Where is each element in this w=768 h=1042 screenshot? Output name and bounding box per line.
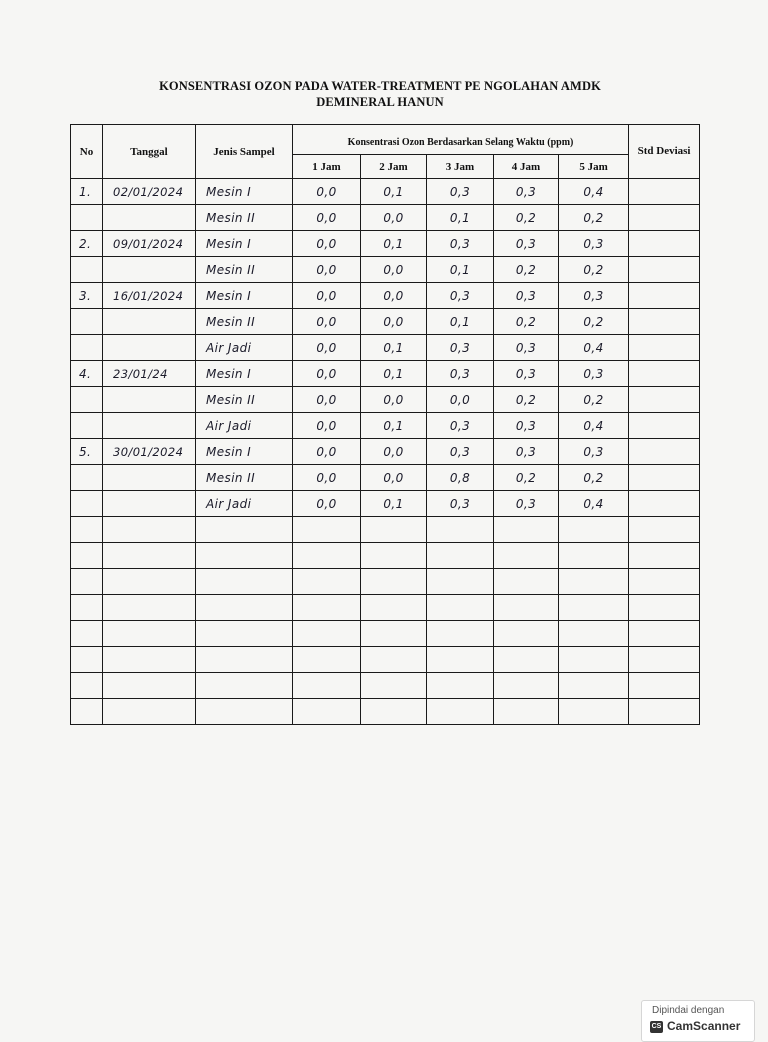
concentration-hour-1-cell: 0,0: [293, 387, 361, 413]
concentration-hour-1-cell: [293, 621, 361, 647]
concentration-hour-2-cell: 0,0: [361, 309, 427, 335]
header-hour-1: 1 Jam: [293, 155, 361, 179]
camscanner-logo-icon: CS: [650, 1021, 663, 1033]
row-number-cell: [71, 309, 103, 335]
concentration-hour-4-cell: 0,2: [494, 309, 559, 335]
concentration-hour-5-cell: 0,2: [559, 387, 629, 413]
table-row: [71, 439, 700, 465]
date-cell: [103, 387, 196, 413]
std-deviation-cell: [629, 179, 700, 205]
concentration-hour-1-cell: 0,0: [293, 179, 361, 205]
concentration-hour-3-cell: [427, 647, 494, 673]
concentration-hour-1-cell: 0,0: [293, 413, 361, 439]
table-row: [71, 283, 700, 309]
std-deviation-cell: [629, 517, 700, 543]
concentration-hour-2-cell: 0,0: [361, 387, 427, 413]
concentration-hour-4-cell: [494, 595, 559, 621]
sample-type-cell: Mesin II: [196, 387, 293, 413]
concentration-hour-1-cell: 0,0: [293, 491, 361, 517]
concentration-hour-2-cell: [361, 543, 427, 569]
date-cell: [103, 543, 196, 569]
sample-type-cell: Mesin I: [196, 361, 293, 387]
header-hour-3: 3 Jam: [427, 155, 494, 179]
concentration-hour-3-cell: [427, 517, 494, 543]
std-deviation-cell: [629, 309, 700, 335]
date-cell: [103, 647, 196, 673]
concentration-hour-1-cell: [293, 569, 361, 595]
sample-type-cell: Mesin I: [196, 439, 293, 465]
table-row: [71, 621, 700, 647]
sample-type-cell: Air Jadi: [196, 491, 293, 517]
concentration-hour-1-cell: 0,0: [293, 257, 361, 283]
concentration-hour-5-cell: 0,3: [559, 361, 629, 387]
concentration-hour-4-cell: 0,2: [494, 205, 559, 231]
concentration-hour-5-cell: [559, 621, 629, 647]
std-deviation-cell: [629, 595, 700, 621]
date-cell: [103, 465, 196, 491]
date-cell: [103, 699, 196, 725]
date-cell: [103, 517, 196, 543]
header-concentration-group: Konsentrasi Ozon Berdasarkan Selang Waktu (ppm): [293, 125, 629, 155]
concentration-hour-3-cell: [427, 595, 494, 621]
header-std-deviation: Std Deviasi: [629, 125, 700, 179]
std-deviation-cell: [629, 205, 700, 231]
title-line-1: KONSENTRASI OZON PADA WATER-TREATMENT PE NGOLAHAN AMDK: [159, 79, 601, 93]
concentration-hour-1-cell: 0,0: [293, 231, 361, 257]
date-cell: 02/01/2024: [103, 179, 196, 205]
sample-type-cell: [196, 647, 293, 673]
concentration-hour-4-cell: 0,2: [494, 387, 559, 413]
sample-type-cell: [196, 569, 293, 595]
concentration-hour-4-cell: [494, 517, 559, 543]
concentration-hour-5-cell: 0,4: [559, 335, 629, 361]
row-number-cell: [71, 517, 103, 543]
concentration-hour-5-cell: [559, 595, 629, 621]
concentration-hour-3-cell: 0,1: [427, 309, 494, 335]
concentration-hour-4-cell: 0,3: [494, 361, 559, 387]
concentration-hour-3-cell: 0,3: [427, 439, 494, 465]
row-number-cell: [71, 205, 103, 231]
date-cell: [103, 491, 196, 517]
table-row: [71, 309, 700, 335]
sample-type-cell: Mesin I: [196, 179, 293, 205]
std-deviation-cell: [629, 647, 700, 673]
sample-type-cell: Air Jadi: [196, 413, 293, 439]
concentration-hour-1-cell: [293, 699, 361, 725]
table-row: [71, 387, 700, 413]
concentration-hour-5-cell: 0,2: [559, 205, 629, 231]
table-row: [71, 335, 700, 361]
concentration-hour-3-cell: 0,3: [427, 361, 494, 387]
header-hour-5: 5 Jam: [559, 155, 629, 179]
concentration-hour-1-cell: [293, 595, 361, 621]
concentration-hour-4-cell: 0,2: [494, 257, 559, 283]
concentration-hour-2-cell: 0,0: [361, 205, 427, 231]
concentration-hour-3-cell: 0,0: [427, 387, 494, 413]
concentration-hour-2-cell: 0,1: [361, 335, 427, 361]
std-deviation-cell: [629, 439, 700, 465]
std-deviation-cell: [629, 335, 700, 361]
header-no: No: [71, 125, 103, 179]
sample-type-cell: [196, 621, 293, 647]
ozone-concentration-table: [70, 124, 700, 725]
row-number-cell: 1.: [71, 179, 103, 205]
sample-type-cell: Mesin II: [196, 309, 293, 335]
date-cell: [103, 205, 196, 231]
row-number-cell: [71, 335, 103, 361]
sample-type-cell: [196, 699, 293, 725]
camscanner-watermark: [641, 1000, 755, 1042]
concentration-hour-2-cell: 0,0: [361, 465, 427, 491]
table-row: [71, 569, 700, 595]
concentration-hour-1-cell: 0,0: [293, 335, 361, 361]
watermark-brand: CamScanner: [667, 1019, 741, 1033]
row-number-cell: 2.: [71, 231, 103, 257]
concentration-hour-3-cell: 0,3: [427, 231, 494, 257]
std-deviation-cell: [629, 543, 700, 569]
row-number-cell: [71, 621, 103, 647]
watermark-caption: Dipindai dengan: [652, 1005, 725, 1016]
concentration-hour-5-cell: 0,2: [559, 465, 629, 491]
table-row: [71, 673, 700, 699]
concentration-hour-2-cell: [361, 517, 427, 543]
std-deviation-cell: [629, 621, 700, 647]
concentration-hour-4-cell: [494, 673, 559, 699]
date-cell: 23/01/24: [103, 361, 196, 387]
table-row: [71, 491, 700, 517]
std-deviation-cell: [629, 491, 700, 517]
date-cell: [103, 413, 196, 439]
table-row: [71, 257, 700, 283]
date-cell: [103, 595, 196, 621]
table-row: [71, 231, 700, 257]
concentration-hour-1-cell: 0,0: [293, 439, 361, 465]
std-deviation-cell: [629, 413, 700, 439]
table-row: [71, 647, 700, 673]
header-hour-4: 4 Jam: [494, 155, 559, 179]
concentration-hour-3-cell: 0,3: [427, 335, 494, 361]
date-cell: [103, 569, 196, 595]
header-sample: Jenis Sampel: [196, 125, 293, 179]
concentration-hour-5-cell: 0,2: [559, 257, 629, 283]
sample-type-cell: [196, 673, 293, 699]
sample-type-cell: Mesin I: [196, 231, 293, 257]
concentration-hour-2-cell: 0,1: [361, 231, 427, 257]
row-number-cell: [71, 387, 103, 413]
row-number-cell: [71, 595, 103, 621]
concentration-hour-5-cell: [559, 517, 629, 543]
table-row: [71, 465, 700, 491]
concentration-hour-4-cell: 0,3: [494, 231, 559, 257]
concentration-hour-5-cell: [559, 569, 629, 595]
table-row: [71, 699, 700, 725]
row-number-cell: 4.: [71, 361, 103, 387]
concentration-hour-1-cell: 0,0: [293, 309, 361, 335]
concentration-hour-2-cell: [361, 621, 427, 647]
table-row: [71, 413, 700, 439]
document-title: [60, 78, 700, 110]
concentration-hour-5-cell: 0,4: [559, 413, 629, 439]
std-deviation-cell: [629, 465, 700, 491]
concentration-hour-1-cell: 0,0: [293, 205, 361, 231]
concentration-hour-2-cell: [361, 699, 427, 725]
row-number-cell: [71, 465, 103, 491]
concentration-hour-5-cell: 0,3: [559, 231, 629, 257]
row-number-cell: [71, 673, 103, 699]
concentration-hour-5-cell: [559, 647, 629, 673]
concentration-hour-5-cell: 0,2: [559, 309, 629, 335]
table-body: [71, 179, 700, 725]
concentration-hour-3-cell: [427, 569, 494, 595]
concentration-hour-4-cell: [494, 647, 559, 673]
concentration-hour-1-cell: 0,0: [293, 283, 361, 309]
row-number-cell: [71, 647, 103, 673]
concentration-hour-2-cell: 0,0: [361, 439, 427, 465]
table-row: [71, 517, 700, 543]
concentration-hour-2-cell: [361, 595, 427, 621]
concentration-hour-4-cell: 0,3: [494, 439, 559, 465]
concentration-hour-4-cell: 0,3: [494, 335, 559, 361]
row-number-cell: [71, 543, 103, 569]
concentration-hour-1-cell: [293, 673, 361, 699]
date-cell: [103, 335, 196, 361]
concentration-hour-4-cell: 0,3: [494, 491, 559, 517]
concentration-hour-5-cell: 0,4: [559, 179, 629, 205]
concentration-hour-1-cell: 0,0: [293, 361, 361, 387]
concentration-hour-1-cell: 0,0: [293, 465, 361, 491]
table-row: [71, 595, 700, 621]
std-deviation-cell: [629, 257, 700, 283]
concentration-hour-4-cell: 0,3: [494, 179, 559, 205]
row-number-cell: [71, 699, 103, 725]
row-number-cell: 3.: [71, 283, 103, 309]
sample-type-cell: Mesin II: [196, 205, 293, 231]
date-cell: 09/01/2024: [103, 231, 196, 257]
sample-type-cell: [196, 517, 293, 543]
concentration-hour-4-cell: [494, 699, 559, 725]
concentration-hour-5-cell: [559, 543, 629, 569]
concentration-hour-5-cell: 0,4: [559, 491, 629, 517]
table-row: [71, 543, 700, 569]
concentration-hour-2-cell: 0,1: [361, 413, 427, 439]
concentration-hour-4-cell: [494, 621, 559, 647]
sample-type-cell: Mesin II: [196, 257, 293, 283]
concentration-hour-1-cell: [293, 517, 361, 543]
sample-type-cell: [196, 543, 293, 569]
std-deviation-cell: [629, 283, 700, 309]
concentration-hour-2-cell: 0,0: [361, 257, 427, 283]
concentration-hour-1-cell: [293, 647, 361, 673]
header-hour-2: 2 Jam: [361, 155, 427, 179]
concentration-hour-3-cell: 0,3: [427, 179, 494, 205]
row-number-cell: [71, 413, 103, 439]
date-cell: [103, 621, 196, 647]
std-deviation-cell: [629, 699, 700, 725]
date-cell: 16/01/2024: [103, 283, 196, 309]
concentration-hour-2-cell: 0,1: [361, 361, 427, 387]
sample-type-cell: [196, 595, 293, 621]
concentration-hour-4-cell: 0,3: [494, 413, 559, 439]
header-date: Tanggal: [103, 125, 196, 179]
concentration-hour-2-cell: 0,1: [361, 491, 427, 517]
concentration-hour-1-cell: [293, 543, 361, 569]
std-deviation-cell: [629, 231, 700, 257]
sample-type-cell: Mesin II: [196, 465, 293, 491]
concentration-hour-3-cell: 0,3: [427, 283, 494, 309]
std-deviation-cell: [629, 361, 700, 387]
concentration-hour-2-cell: 0,1: [361, 179, 427, 205]
std-deviation-cell: [629, 673, 700, 699]
concentration-hour-4-cell: 0,2: [494, 465, 559, 491]
concentration-hour-2-cell: [361, 647, 427, 673]
concentration-hour-2-cell: [361, 569, 427, 595]
std-deviation-cell: [629, 387, 700, 413]
concentration-hour-4-cell: 0,3: [494, 283, 559, 309]
concentration-hour-5-cell: 0,3: [559, 283, 629, 309]
table-row: [71, 179, 700, 205]
date-cell: 30/01/2024: [103, 439, 196, 465]
row-number-cell: 5.: [71, 439, 103, 465]
table-row: [71, 361, 700, 387]
concentration-hour-3-cell: [427, 673, 494, 699]
title-line-2: DEMINERAL HANUN: [316, 95, 444, 109]
concentration-hour-3-cell: 0,1: [427, 257, 494, 283]
concentration-hour-3-cell: 0,8: [427, 465, 494, 491]
concentration-hour-2-cell: 0,0: [361, 283, 427, 309]
concentration-hour-3-cell: [427, 543, 494, 569]
concentration-hour-4-cell: [494, 543, 559, 569]
date-cell: [103, 257, 196, 283]
table-row: [71, 205, 700, 231]
row-number-cell: [71, 257, 103, 283]
concentration-hour-5-cell: [559, 699, 629, 725]
concentration-hour-3-cell: 0,1: [427, 205, 494, 231]
concentration-hour-5-cell: [559, 673, 629, 699]
concentration-hour-2-cell: [361, 673, 427, 699]
sample-type-cell: Mesin I: [196, 283, 293, 309]
concentration-hour-3-cell: [427, 699, 494, 725]
concentration-hour-5-cell: 0,3: [559, 439, 629, 465]
date-cell: [103, 309, 196, 335]
std-deviation-cell: [629, 569, 700, 595]
row-number-cell: [71, 569, 103, 595]
row-number-cell: [71, 491, 103, 517]
concentration-hour-3-cell: 0,3: [427, 491, 494, 517]
date-cell: [103, 673, 196, 699]
concentration-hour-3-cell: [427, 621, 494, 647]
sample-type-cell: Air Jadi: [196, 335, 293, 361]
concentration-hour-3-cell: 0,3: [427, 413, 494, 439]
concentration-hour-4-cell: [494, 569, 559, 595]
